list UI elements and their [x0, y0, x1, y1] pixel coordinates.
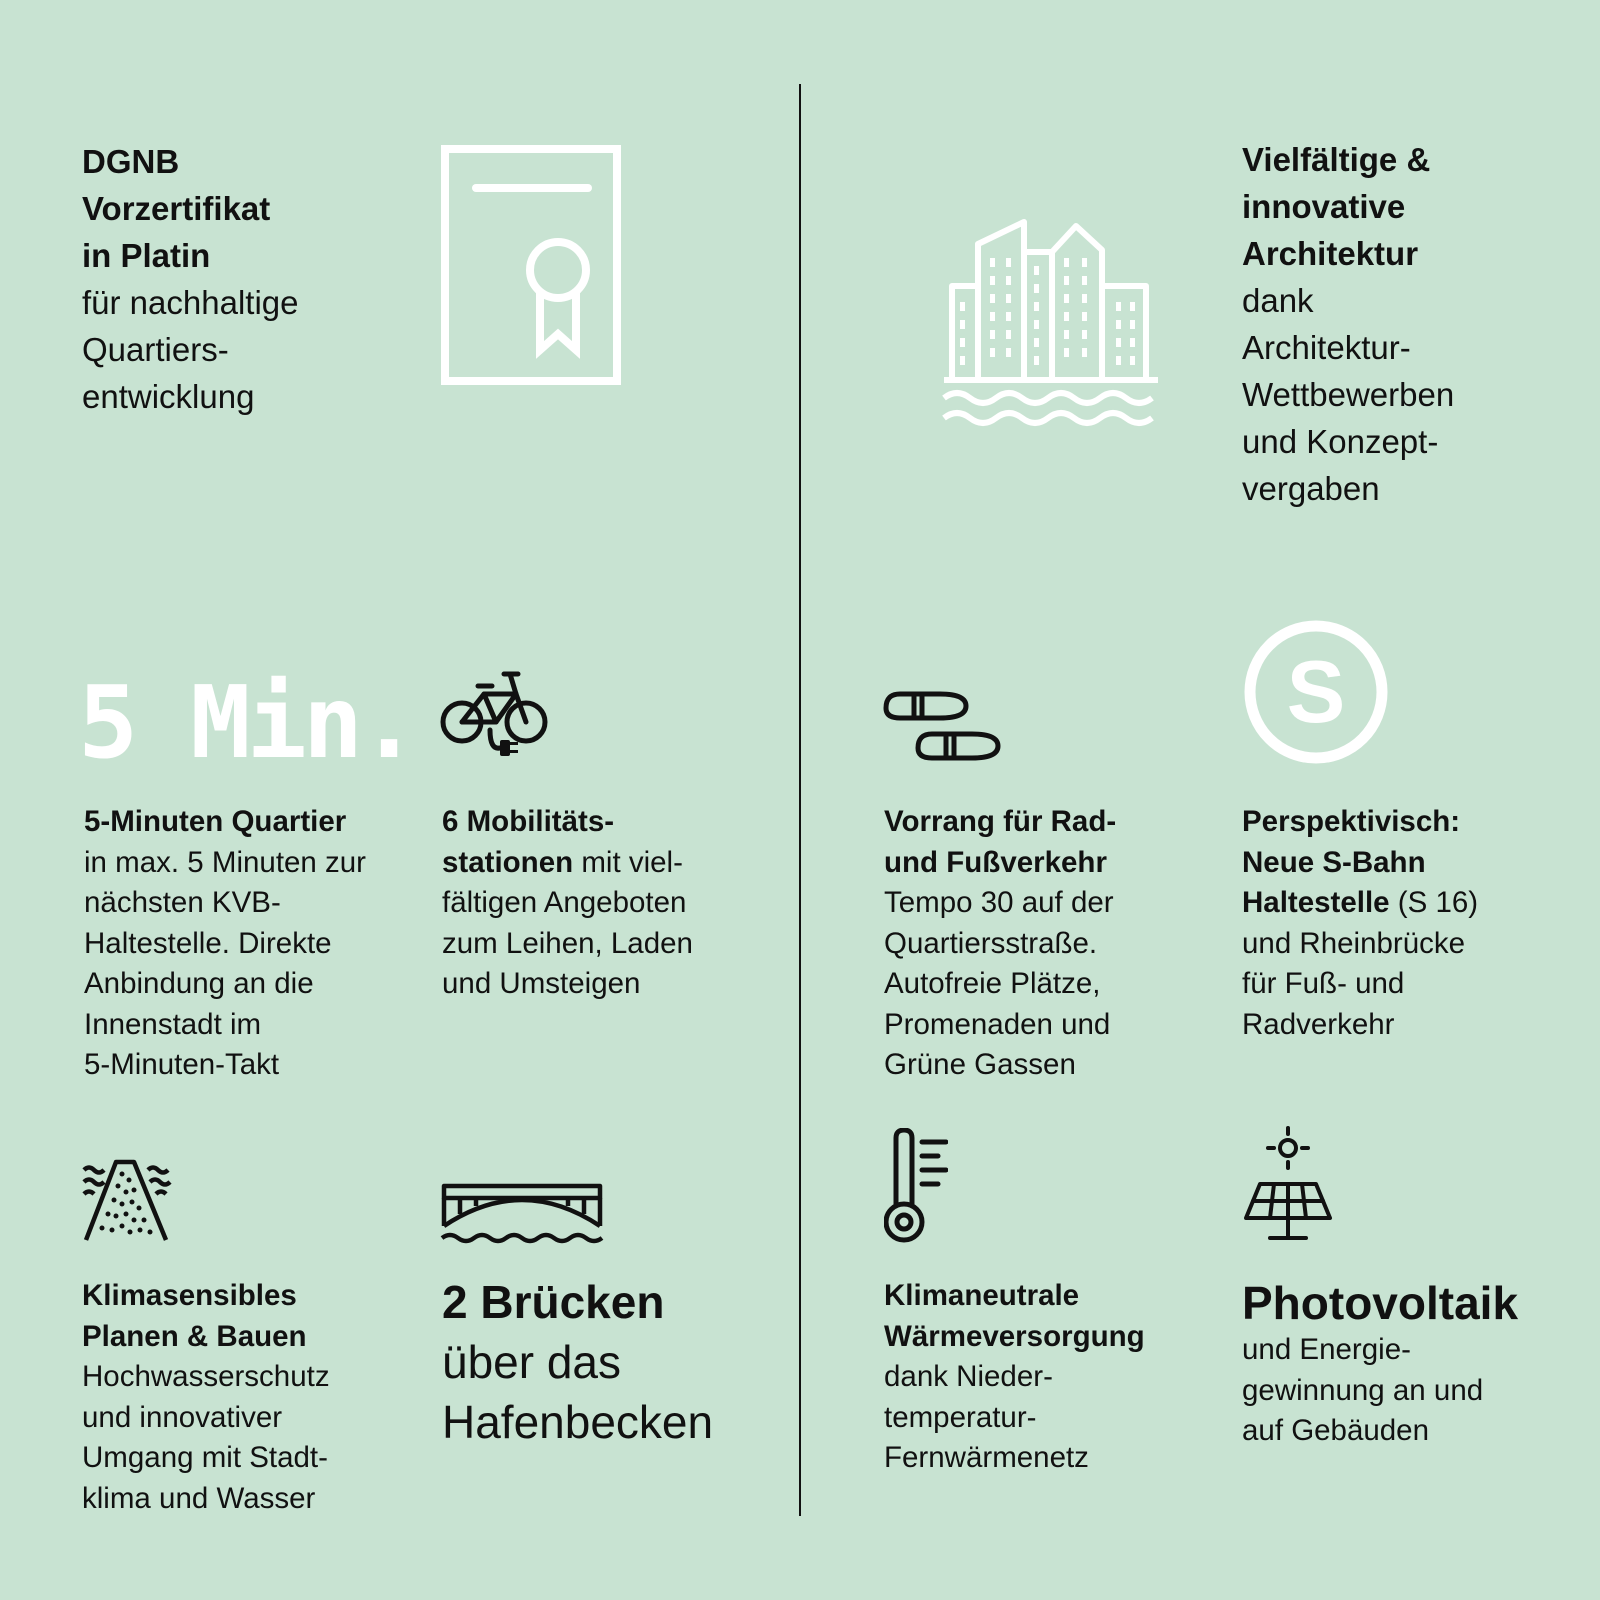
vorrang-desc-line: Tempo 30 auf der — [884, 886, 1114, 919]
bridge-icon — [440, 1182, 604, 1244]
architektur-text — [1242, 136, 1454, 512]
minuten-desc-line: Innenstadt im — [84, 1007, 262, 1041]
pv-text — [1242, 1276, 1518, 1452]
vorrang-desc-line: Promenaden und — [884, 1007, 1111, 1041]
mobil-text — [442, 802, 693, 1005]
pv-desc-line: und Energie- — [1242, 1333, 1411, 1366]
sbahn-desc-line: (S 16) — [1389, 886, 1479, 919]
vorrang-title-line: Vorrang für Rad- — [884, 805, 1117, 838]
minuten-desc-line: Haltestelle. Direkte — [84, 926, 332, 960]
pv-desc-line: gewinnung an und — [1242, 1373, 1484, 1407]
solar-panel-icon — [1240, 1126, 1336, 1244]
klima-desc-line: Hochwasserschutz — [82, 1360, 330, 1393]
klima-title-line: Planen & Bauen — [82, 1319, 307, 1353]
mobil-desc-line: und Umsteigen — [442, 967, 641, 1000]
dgnb-desc-line: Quartiers- — [82, 331, 229, 368]
minuten-desc-line: nächsten KVB- — [84, 886, 281, 919]
sbahn-text — [1242, 802, 1478, 1045]
vorrang-title-line: und Fußverkehr — [884, 845, 1107, 879]
dgnb-desc-line: entwicklung — [82, 378, 255, 415]
certificate-icon — [440, 144, 624, 386]
dgnb-desc-line: für nachhaltige — [82, 284, 299, 321]
minuten-title: 5-Minuten Quartier — [84, 805, 347, 838]
architektur-desc-line: dank — [1242, 282, 1314, 319]
bruecken-desc-line: Hafenbecken — [442, 1396, 714, 1448]
klima-desc-line: klima und Wasser — [82, 1481, 316, 1515]
minuten-desc-line: in max. 5 Minuten zur — [84, 845, 367, 879]
mobil-title-line: 6 Mobilitäts- — [442, 805, 615, 838]
waerme-desc-line: dank Nieder- — [884, 1360, 1053, 1393]
waerme-text — [884, 1276, 1145, 1479]
pv-title: Photovoltaik — [1242, 1277, 1519, 1329]
architektur-desc-line: Architektur- — [1242, 329, 1411, 366]
mobil-title-line: stationen — [442, 845, 574, 879]
sbahn-desc-line: für Fuß- und — [1242, 967, 1405, 1000]
e-bike-icon — [440, 670, 550, 764]
mobil-desc-line: mit viel- — [573, 845, 683, 879]
waerme-desc-line: Fernwärmenetz — [884, 1441, 1089, 1474]
sbahn-desc-line: Radverkehr — [1242, 1007, 1395, 1041]
footprints-icon — [882, 688, 1006, 768]
architektur-title-line: Architektur — [1242, 235, 1419, 272]
architektur-title-line: innovative — [1242, 188, 1406, 225]
s-bahn-letter: S — [1286, 642, 1346, 741]
vorrang-desc-line: Grüne Gassen — [884, 1048, 1076, 1081]
five-minutes-headline: 5 Min. — [78, 664, 416, 781]
minuten-desc-line: 5-Minuten-Takt — [84, 1048, 280, 1081]
flood-dike-icon — [82, 1156, 174, 1244]
mobil-desc-line: fältigen Angeboten — [442, 886, 687, 919]
center-divider — [799, 84, 801, 1516]
klima-title-line: Klimasensibles — [82, 1279, 297, 1312]
minuten-desc-line: Anbindung an die — [84, 967, 314, 1000]
waerme-title-line: Wärmeversorgung — [884, 1319, 1145, 1353]
architektur-desc-line: vergaben — [1242, 470, 1380, 507]
dgnb-title-line: in Platin — [82, 237, 211, 274]
vorrang-text — [884, 802, 1116, 1086]
s-bahn-icon — [1242, 618, 1390, 766]
klima-desc-line: und innovativer — [82, 1400, 283, 1434]
city-buildings-water-icon — [940, 218, 1162, 440]
dgnb-title-line: Vorzertifikat — [82, 190, 271, 227]
waerme-desc-line: temperatur- — [884, 1400, 1037, 1434]
mobil-desc-line: zum Leihen, Laden — [442, 926, 693, 960]
minuten-text — [84, 802, 366, 1086]
pv-desc-line: auf Gebäuden — [1242, 1414, 1429, 1447]
vorrang-desc-line: Autofreie Plätze, — [884, 967, 1101, 1000]
architektur-title-line: Vielfältige & — [1242, 141, 1431, 178]
klima-text — [82, 1276, 330, 1519]
dgnb-title-line: DGNB — [82, 143, 180, 180]
dgnb-text — [82, 138, 298, 420]
sbahn-title-line: Neue S-Bahn — [1242, 845, 1426, 879]
sbahn-desc-line: und Rheinbrücke — [1242, 926, 1466, 960]
vorrang-desc-line: Quartiersstraße. — [884, 926, 1098, 960]
bruecken-desc-line: über das — [442, 1336, 622, 1388]
klima-desc-line: Umgang mit Stadt- — [82, 1441, 328, 1474]
waerme-title-line: Klimaneutrale — [884, 1279, 1080, 1312]
architektur-desc-line: und Konzept- — [1242, 423, 1439, 460]
architektur-desc-line: Wettbewerben — [1242, 376, 1455, 413]
bruecken-text — [442, 1272, 713, 1452]
thermometer-icon — [884, 1128, 948, 1244]
sbahn-title-line: Haltestelle — [1242, 886, 1390, 919]
sbahn-title-line: Perspektivisch: — [1242, 805, 1461, 838]
bruecken-title: 2 Brücken — [442, 1276, 665, 1328]
